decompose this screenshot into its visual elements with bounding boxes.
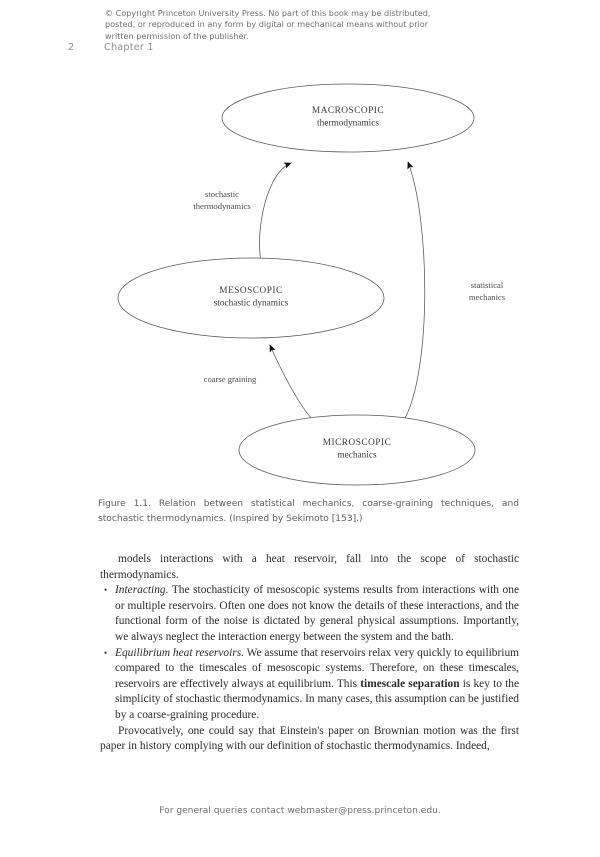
page-footer bbox=[0, 806, 600, 816]
node-mesoscopic bbox=[118, 258, 384, 338]
copyright-notice: © Copyright Princeton University Press. No part of this book may be distributed, posted, or reproduced in any form by digital or mechanical means without prior written permission of the publisher. bbox=[105, 8, 431, 41]
figure-diagram bbox=[0, 70, 600, 495]
edge-label-stochastic-thermodynamics bbox=[193, 189, 251, 211]
edge-label-meso-to-macro-line1: stochastic bbox=[205, 189, 239, 199]
continued-paragraph: models interactions with a heat reservoir, fall into the scope of stochastic thermodynamics. bbox=[100, 553, 519, 581]
bullet-emphasis-timescale-separation: timescale separation bbox=[360, 677, 460, 690]
bullet-text-interacting: The stochasticity of mesoscopic systems results from interactions with one or multiple reservoirs. Often one does not know the details of these interactions, and the functional form of the noise is dictated by general physical assumptions. Importantly, we always neglect the interaction energy between the system and the bath. bbox=[115, 584, 519, 643]
final-paragraph: Provocatively, one could say that Einstein's paper on Brownian motion was the first paper in history complying with our definition of stochastic thermodynamics. Indeed, bbox=[100, 724, 519, 753]
edge-meso-to-macro bbox=[259, 163, 291, 267]
edge-label-statistical-mechanics bbox=[469, 280, 506, 302]
bullet-term-interacting: Interacting. bbox=[115, 584, 169, 597]
edge-label-coarse-graining bbox=[204, 374, 257, 384]
edge-micro-to-macro bbox=[404, 162, 425, 420]
microscopic-subtitle: mechanics bbox=[337, 450, 377, 461]
list-item bbox=[115, 583, 519, 645]
node-microscopic bbox=[239, 415, 475, 485]
list-item bbox=[115, 646, 519, 724]
microscopic-title: MICROSCOPIC bbox=[322, 438, 392, 448]
mesoscopic-subtitle: stochastic dynamics bbox=[213, 298, 289, 309]
bullet-text-equilibrium-before: We assume that reservoirs relax very quickly to equilibrium compared to the timescales of mesoscopic systems. Therefore, on these timescales, reservoirs are effectively always at equilibrium. This bbox=[115, 646, 520, 690]
footer-text: For general queries contact webmaster@press.princeton.edu. bbox=[159, 806, 441, 816]
mesoscopic-title: MESOSCOPIC bbox=[219, 286, 283, 296]
page-number: 2 bbox=[68, 42, 75, 53]
edge-label-meso-to-macro-line2: thermodynamics bbox=[193, 201, 251, 211]
edge-label-micro-to-macro-line2: mechanics bbox=[468, 292, 506, 302]
body-text bbox=[100, 552, 519, 755]
bullet-text-equilibrium-after: is key to the simplicity of stochastic thermodynamics. In many cases, this assumption can be justified by a coarse-graining procedure. bbox=[115, 677, 519, 721]
edge-label-micro-to-macro-line1: statistical bbox=[470, 280, 504, 290]
edge-micro-to-meso bbox=[270, 345, 311, 418]
edge-label-micro-to-meso-line1: coarse graining bbox=[203, 374, 257, 384]
node-macroscopic bbox=[222, 84, 474, 152]
bullet-term-equilibrium: Equilibrium heat reservoirs. bbox=[115, 646, 244, 659]
figure-caption: Figure 1.1. Relation between statistical mechanics, coarse-graining techniques, and stochastic thermodynamics. (Inspired by Sekimoto [153].) bbox=[98, 499, 519, 524]
chapter-label: Chapter 1 bbox=[104, 42, 154, 53]
macroscopic-subtitle: thermodynamics bbox=[317, 118, 379, 129]
bullet-list bbox=[100, 583, 519, 723]
running-head bbox=[68, 42, 528, 53]
macroscopic-title: MACROSCOPIC bbox=[311, 106, 385, 116]
